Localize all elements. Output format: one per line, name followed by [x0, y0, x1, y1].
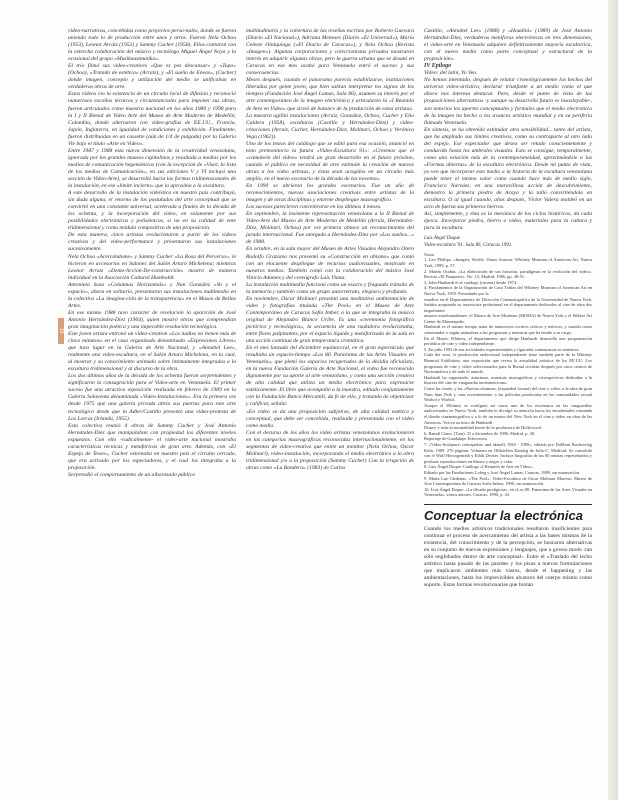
footnote: 10. Luis Ángel Duque. «La década prodigiosa». en «Los 80. Panorama de las Artes Visuales en Venezuela», varios autores. Caracas, 1990, p. 43.	[424, 486, 592, 498]
page-number: 10	[58, 328, 64, 334]
paragraph: Así, simplemente, y ésta es la mecánica de los ciclos históricos, da cada época. Incorporar piedra, hierro o video, materiales para la cultura y para la escultura.	[424, 211, 592, 232]
section-title: Conceptuar la electrónica	[424, 504, 592, 523]
footnote: 3. John Hanhardt et al catálogo (current) desde 1974.	[424, 279, 518, 285]
paragraph: El trío filmó sus video-creatives «Que es pez descansar» y «Topo» (Ochoa), «Tratado de estética» (Arraiz), y «El sueño de Eneas», (Cucher) donde imagen, concepto y utilización del medio se unificaban en verdaderas obras de arte.	[68, 63, 236, 91]
footnote: 5. En julio 1993 de sus actividades experimentales y figuradas comenzaron su sentencia.	[424, 346, 580, 352]
paragraph: La instalación multimedia funcionó como un exacto y fraguado tránsito de la memoria y también como un grupo autorretrato, elegíaco y profundo.	[246, 281, 414, 295]
footnote: 9. María Luz Cárdenas. «The Pool». Video-Escultura de Oscar Molinari Marrero, Museo de Arte Contemporáneo de Caracas Sofía Imber, 1990, sin numeración.	[424, 475, 592, 487]
footnote: 4. Fundamentos de la Organización de Caso Tobías del Whitney Museum of American Art en Nueva York, 1993. Presentado por la	[424, 285, 592, 296]
footnote: En el Museo Whitney, el departamento que dirige Hanhardt desarrolla una programación periódica de cine y video independiente.	[424, 335, 592, 347]
footnote: Hanhardt es el mismo tiempo autor de numerosos escritos críticos y teóricos, y cuando como comentador o según naturaleza a los programas y muestras que ha tenido a su cargo.	[424, 324, 592, 336]
footnote: Hanhardt ha organizado, asimismo, muestras monográficas y retrospectivas dedicadas a la historia del cine de vanguardia norteamericano.	[424, 374, 592, 386]
paragraph: De esta manera, cinco artistas evolucionaron a partir de los videos creativos y del video-performance y presentaron sus instalaciones sucesivamente.	[68, 232, 236, 253]
paragraph: Castillo, «Annabel Lee» (1988) y «Houdini» (1989) de José Antonio Hernández-Díez, verdaderas metáforas electrónicas en tres dimensiones, el video-arte en Venezuela adquiere definitivamente mayoría escultórica, con el nuevo medio como parte conceptual y estructural de la proposición».	[424, 28, 592, 63]
footnote: Editado por las Fundaciones Lobeg y José Ángel Lamas, Caracas, 1989, sin numeración.	[424, 469, 581, 475]
section-heading-epilogo: IV Epílogo	[424, 63, 452, 70]
paragraph: multitudinario y la cobertura de las reseñas escritas por Roberto Guevara (Diario «El Nacional»), Adriana Meneses (Diario «El Universal»), María Celeste Olalquiaga («El Diario de Caracas»), y Nela Ochoa (Revista «Imagen»). Algunas corporaciones y coleccionistas privados mostraron interés en adquirir algunas obras, pero la guerra urbana que se desató en Caracas en ese mes acabó para Venezuela entró el suceso y sus consecuencias.	[246, 28, 414, 77]
paragraph: Antonieta Sosa «Columnas Horizontals» y Nan González «Yo y el espacio», ahora en solitario, presentaron sus instalaciones multimedia en la colectiva «La imagina-ción de la transparencia» en el Museo de Bellas Artes.	[68, 281, 236, 309]
footnote: 7. «Video-Sculpture: retrospektiv und aktuell, 1963 - 1989», editado por DuMont Buchverlag Köln, 1989. 270 páginas. Volumen en Offiziellen Katalog de Julio-C. Medford. Se consolidó con el Wulf Herzogenrath y Edith Decker. Incluye biografías de las 60 artistas representados y profusas reproducciones en blanco y negro y color.	[424, 441, 592, 464]
footnote: 2. Martín Ocañas. «La elaboración de sus historias, paradigmas en la evolución del video». Revista «El Pasaporte». No. 13, Madrid, 1986, pp. 48-51.	[424, 268, 592, 280]
footnote: Como ha citado, y las «Nuevas alianzas» (expanded format) del cine y video, a la obra de gran Nam June Paik y, más recientemente, a las películas producidas en las comunidades sexual Warhol y Warhol.	[424, 386, 592, 403]
paragraph: Sorprendió el comportamiento de un alborozado público	[68, 471, 195, 478]
footnote: 6. Ranuli Ciano. (Tam). 21 a diciembre de 1986, Madrid, p. 40.	[424, 430, 536, 436]
paragraph: Nela Ochoa «Acercándome» y Sammy Cucher «La Rosa del Perverso». le hicieron en accesorios en Salones del Salón Arturo Michelena; mientras Leonor Arraiz «Demo-licción-De-construcción» mostró de manera individual en la Asociación Cultural Humboldt.	[68, 253, 236, 281]
paragraph: Cuando los medios artísticos tradicionales resultaron insuficientes para continuar el proceso de acercamiento del artista a las bases mismas de la existencia, del conocimiento y de la percepción, se buscaron alternativas en su conjunto de nuevas expresiones y lenguajes, que a grosso modo -tan sólo englobados dentro de arte conceptual-. Entre el «Traslado del lecho artístico hasta pasado de las paredes y los pisos a nuevas formulaciones que implicaron ambientes más vastos, desde el happening y las ambientaciones, hasta los imprevisibles alcances del cuerpo mismo como soporte. Estas formas revolucionarias que brotan	[424, 525, 592, 589]
footnote: estudios en el Departamento de Dirección Cinematográfica de la Universidad de Nueva York. Sadako aceptando su trayectoria profesional en el departamento dedicados al cine de obra dos importantes	[424, 296, 592, 313]
paragraph: Con el decurso de los años los video artistas venezolanos evolucionaron en las categorías museográficas reconocidas internacionalmente, en los segmentos de video-creativo que emite un monitor (Nela Ochoa, Oscar Molinari), video-instalación, incorporando el medio electrónico a la obra tridimensional y/o a la proposición (Sammy Cucher) Con la irrupción de obras como «La Bandera» (1983) de Carlos	[246, 429, 414, 471]
paragraph: La muestra agilitó instalaciones (Arraiz, González, Ochoa, Cucher y Elio Caldera (1958), esculturas (Castillo y Hernández-Díez) y video-creaciones (Arraiz, Cucher, Hernández-Díez, Molinari, Ochoa y Verónica Vega (1962)).	[246, 112, 414, 140]
paragraph: Estos videos vio la existencia de un circuito local de difusión y reconoció numerosos escollos técnicos y circunstanciales para imponer sus obras, fueron articulados como muestra nacional en los años 1980 y 1998 para la I y II Bienal de Video Arte del Museo de Arte Moderno de Medellín, Colombia, donde alternaron con video-grafías de EE.UU., Francia, Japón, Inglaterra, en igualdad de condiciones y exhibición. Finalmente, fueron distribuidas en un cassette (aún de 1/4 de pulgada) por la Galería Vie bajo el título «Arte en Video».	[68, 91, 236, 147]
footnote: Reportaje de Guadalupe Echeverría.	[424, 436, 488, 442]
footnote: Disney y toda la normalidad fuerte de la productora de Hollywood.	[424, 425, 542, 431]
paragraph: Los dos últimos años de la década de los ochenta fueron sorprendentes y significaron la consagración para el Video-arte en Venezuela. El primer suceso fue una atractiva exposición realizada en febrero de 1989 en la Galería Solaventa denominada «Video-Instalaciones». Era la primera vez desde 1975 que una galería privada abría sus puertas para este arte tecnológico desde que la Adler/Castillo presentó una video-protesta de Los Lorcas (Irlanda, 1955).	[68, 373, 236, 422]
paragraph: A este desarrollo de la instalación videística en nuestro país contribuyó, sin duda alguna, el retorno de los postulados del arte conceptual que se convirtió en una constante universal, acelerada a finales de la década de los ochenta, y la incorporación del video, en solamente por sus posibilidades electrónicas y polisémicas, si no en su calidad de ente tridimensional y como módulo compositivo de una proposición.	[68, 190, 236, 232]
paragraph: No hemos intentado, después de relatar cronológicamente los hechos del universo video-artístico, declarar triunfante a un medio como el que ahora nos interesa destacar. Pero, desde el punto de vista de las proposiciones alternativas -y aunque su desarrollo futuro es insoslayable-, son notorios los aportes conceptuales y formales que el medio electrónico de la imagen ha hecho a los avances artístico mundial y en su periferia llamada Venezuela.	[424, 77, 592, 126]
page-edge	[608, 0, 618, 800]
paragraph: En el mes lanzado del diciembre equinoccial, en el gran espectáculo que resultaba un espacio-tiempo «Los 80. Panorama de las Artes Visuales en Venezuela», que plenó los espacios recuperados de la desidia oficialista, en la nueva Fundación Galería de Arte Nacional, el video fue reconocido dignamente por su aporte al arte venezolano, y como una sección creativa de alta calidad que utiliza un medio electrónico para expresarse estéticamente. El libro que acompañó a la muestra, editado conjuntamente con la Fundación Banco Mercantil, da fe de ello, y tratando de objetivizar y calificar, señala:	[246, 345, 414, 408]
footnote: 8. Luis Ángel Duque: Catálogo «I Reunión de Arte en Video».	[424, 464, 534, 470]
author-signature	[424, 236, 592, 248]
paragraph: En noviembre, Oscar Molinari presentó una meditativa ambientación de video y fotografías titulada «The Pool» en el Museo de Arte Contemporáneo de Caracas Sofía Imber, a la que se integraba la música original de Alejandro Blanco Uribe. Es una «ceremonia fotográfica pictórica y tecnológica», la secuencia de una nadadora evolucionaba, entre flores palpitantes, por el espacio líquido y metaforizado de la sala en una acción continua de gran temperatura cromática.	[246, 295, 414, 345]
paragraph: Video: del latín, Yo Veo.	[424, 70, 478, 77]
paragraph: En septiembre, la insistente representación venezolana a la II Bienal de Video-Arte del Museo de Arte Moderno de Medellín (Arraiz, Hernández-Díez, Molinari, Ochoa) por vez primera obtuvo un reconocimiento del jurado internacional. Fue otorgado a Hernández-Díez por «Los sueños...» de 1988.	[246, 211, 414, 246]
paragraph: En síntesis, se ha obtenido estimular otra sensibilidad... tanto del artista, que ha ampliado sus límites creativos, como su contraparte al otro lado del espejo. Ese espectador que desea ser retado conscientemente y conducido hasta los umbrales visuales. Esto se consigue, temporalmente, como una estación más de la contemporaneidad, aproximándole a las «Formas abiertas» de la escultura electrónica. Desde mi punto de vista, yo veo que incorporar este medio a la historia de la escultura venezolana puede tener el mismo valor como cuando hace más de medio siglo, Francisco Narváez, en una maravillosa acción de descubrimiento, demostró la primera piedra de Araya y la talló convirtiéndola en escultura. O al igual cuando, años después, Víctor Valera moldeó en un acto de fuerza sus primeros hierros.	[424, 126, 592, 211]
paragraph: Entre 1987 y 1988 esta nueva dimensión de la creatividad venezolana, ignorada por los grandes museos capitalinos y resaltada a medias por los medios de comunicación hegemónicos (con la excepción de «Visor, la lista de los medios de Comunicación», en sus ediciones V y VI incluyó una sección de Video-Arte), se desarrolló hacia las formas tridimensionales de la instalación, en ese «límite incierto» que la aproxima a la escultura.	[68, 147, 236, 190]
footnotes-heading: Notas	[424, 251, 435, 257]
paragraph: En 1990 se abrieron los grandes escenarios. Fue un año de reconocimientos, nuevas asociaciones creativas entre artistas de la imagen y de otras disciplinas y enorme despliegue museográfico.	[246, 183, 414, 204]
paragraph: En ese mismo 1988 tuvo carácter de revelación la aparición de José Antonio Hernández-Díez (1964), quien mostró obras que comprendían gran imaginación poética y una impecable resolución tecnológica.	[68, 309, 236, 330]
footnote: 1. Leo Phillips. «Imagery World» Varias Autoras: Whitney Museum of American Art. Nueva York, 1989, p. 57.	[424, 257, 592, 268]
paragraph: Uno de los textos del catálogo que se editó para esa ocasión, anunció en tono premonitorio la futura «Video-Escultura 91»: «Creemos que el «camaleón del video» tendrá un gran desarrollo en el futuro próximo, cuando el público en necesidad de arte estimule la creación de nuevas obras a los video artistas, y éstas sean acogidos en un circuito más amplio, en el nuevo escenario de la década de los noventa».	[246, 140, 414, 182]
paragraph: Meses después, cuando el panorama parecía estabilizarse, instituciones liberadas por gente joven, que bien sabían interpretar los signos de los tiempos (Fundación José Ángel Lamas, Sala 86), asumen su interés por el arte contemporáneo de la imagen electrónica y articularon la «I Reunión de Arte en Video» que sirvió de balance de la producción de estos artistas.	[246, 77, 414, 112]
column-right	[424, 28, 592, 589]
footnote: Cada día sexo, la producción audiovisual independiente tiene también parte de la Whitney Biennial Exhibition, una exposición que revisa la actualidad artística de los EE.UU. Los programas de cine y video seleccionados para la Bienal circulan después por otros centros de Norteamérica y de todo el mundo.	[424, 352, 592, 375]
author-caption: Video-escultura '91. Sala 86, Caracas 1991.	[424, 242, 513, 248]
paragraph: video-narrativas, concebidas como proyectos perso-nales, donde se fueron uniendo todo lo de producción entre unos y otros. Fueron Nela Ochoa (1953), Leonor Arráiz (1952) y Sammy Cucher (1958). Ellos contaron con la estrecha colaboración del músico y tecnólogo Miguel Ángel Noya y la ocasional del grupo «Musikaustmatika».	[68, 28, 236, 63]
paragraph: Los sucesos parecieron concentrarse en los últimos 4 meses.	[246, 204, 382, 211]
paragraph: «En video se da una proposición subjetiva, de alta calidad estética y conceptual, que debe ser concebida, realizada y presentada con el video como medio.	[246, 408, 414, 429]
footnote: Asuque el Whitney se configuró así como uno de los escenarios en las vanguardias audiovisuales en Nuevo York, también lo divulgó su atención hacia los encadenados comanda el diseño cinematográfico y a lo de un museo del New York en el cine y video en obra de las Americas. Vea en su texto de Hanhardt	[424, 402, 592, 425]
column-middle	[246, 28, 414, 472]
footnote: museos estadounidenses: el Museo de Arte Moderno (MOMA) de Nueva York y el Walker Art Center de Minneapolis.	[424, 313, 592, 324]
page-number-tab	[58, 318, 64, 344]
footnotes	[424, 252, 592, 498]
paragraph: Este joven artista entronó un video-creation «Los nadies no tienen más de cinco minutos» en el caso organizado denominado «Expresiones Libres» que tuvo lugar en la Galería de Arte Nacional, y «Annabel Lee», realmente una video-escultura, en el Salón Arturo Michelena, en la cual, al mostrar y su conocimiento animado sobre intimamente integrados a la escultura tridimensional y al discurso de la obra.	[68, 331, 236, 373]
paragraph: Esta colectiva reunió 4 obras de Sammy Cucher y José Antonio Hernández-Díez que manipulaban con propiedad los diferentes niveles expuestos. Con ello -radicalmente- el video-arte nacional mostraba características técnicas y metafóricas de gran arte. Además, con «El Espejo de Teseo», Cucher estrenaba en nuestro país el circuito cerrado, que era activado por los espectadores, y el cual los integraba a la proposición.	[68, 422, 236, 471]
paragraph: En octubre, en la sala mayor del Museo de Artes Visuales Alejandro Otero Rodolfo Graziano nos presentó su «Construcción en abismo» que contó con un elocuente despliegue de recursos audiovisuales, mostrado en nuestros medios. También contó con la colaboración del músico José Vinicio Adames y del coreógrafo Luis Viana.	[246, 246, 414, 281]
author-name: Luis Ángel Duque	[424, 236, 461, 242]
column-left	[68, 28, 236, 479]
